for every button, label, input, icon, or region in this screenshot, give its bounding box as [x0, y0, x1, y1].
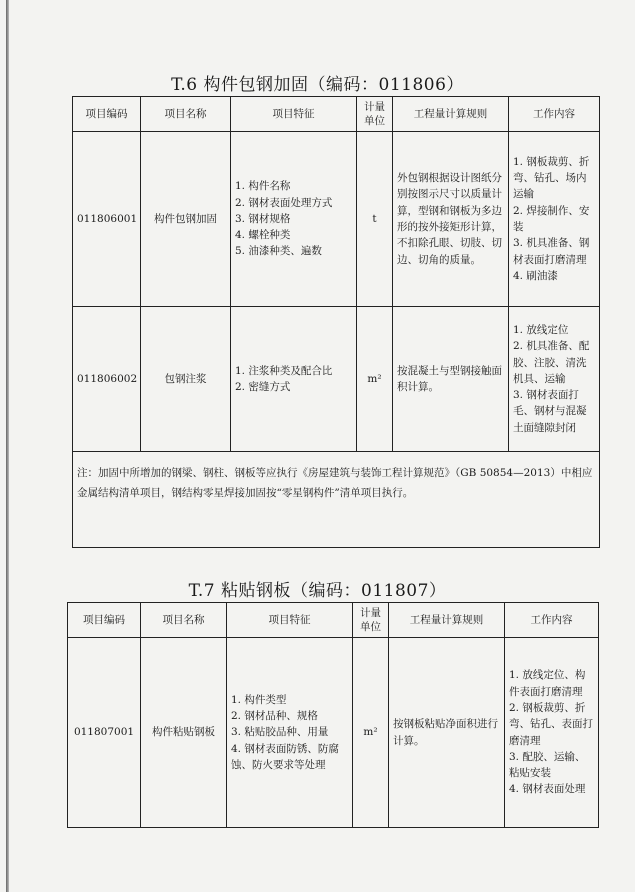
work-line: 2. 焊接制作、安装 — [513, 204, 590, 233]
item-features — [231, 132, 357, 307]
table-row — [73, 132, 600, 307]
header-rule: 工程量计算规则 — [393, 97, 509, 132]
feature-line: 1. 构件名称 — [235, 180, 291, 193]
work-line: 3. 配胶、运输、粘贴安装 — [509, 750, 586, 780]
feature-line: 3. 钢材规格 — [235, 212, 291, 225]
item-work — [509, 132, 600, 307]
work-line: 4. 刷油漆 — [513, 269, 558, 282]
header-unit: 计量 单位 — [357, 97, 393, 132]
item-name: 构件包钢加固 — [141, 132, 231, 307]
work-line: 1. 放线定位、构件表面打磨清理 — [509, 669, 586, 698]
section-t6-title: T.6 构件包钢加固（编码：011806） — [171, 75, 464, 95]
binding-edge — [6, 0, 9, 892]
feature-line: 3. 粘贴胶品种、用量 — [231, 726, 329, 739]
table-note: 注：加固中所增加的钢梁、钢柱、钢板等应执行《房屋建筑与装饰工程计算规范》（GB 50854—2013）中相应金属结构清单项目，钢结构零星焊接加固按“零星钢构件”清单项目执行。 — [73, 452, 600, 548]
item-name: 包钢注浆 — [141, 307, 231, 452]
item-rule: 按钢板粘贴净面积进行计算。 — [389, 638, 505, 828]
feature-line: 2. 钢材品种、规格 — [231, 710, 318, 723]
item-work — [509, 307, 600, 452]
section-t7-table — [67, 602, 599, 828]
header-features: 项目特征 — [231, 97, 357, 132]
item-work — [505, 638, 599, 828]
table-header-row — [73, 97, 600, 132]
header-name: 项目名称 — [141, 97, 231, 132]
work-line: 2. 钢板裁剪、折弯、钻孔、表面打磨清理 — [509, 701, 593, 747]
item-features — [231, 307, 357, 452]
work-line: 3. 钢材表面打毛、钢材与混凝土面缝隙封闭 — [513, 389, 587, 434]
work-line: 4. 钢材表面处理 — [509, 783, 586, 796]
item-unit: m² — [357, 307, 393, 452]
item-name: 构件粘贴钢板 — [141, 638, 227, 828]
item-code: 011806001 — [73, 132, 141, 307]
section-t6-table — [72, 96, 600, 548]
table-row — [73, 307, 600, 452]
header-unit: 计量 单位 — [353, 603, 389, 638]
feature-line: 2. 钢材表面处理方式 — [235, 196, 333, 209]
work-line: 1. 钢板裁剪、折弯、钻孔、场内运输 — [513, 155, 590, 201]
header-features: 项目特征 — [227, 603, 353, 638]
work-line: 2. 机具准备、配胶、注胶、清洗机具、运输 — [513, 340, 590, 385]
header-work: 工作内容 — [509, 97, 600, 132]
table-note-row — [73, 452, 600, 548]
item-code: 011807001 — [68, 638, 141, 828]
header-rule: 工程量计算规则 — [389, 603, 505, 638]
header-name: 项目名称 — [141, 603, 227, 638]
section-t7-title: T.7 粘贴钢板（编码：011807） — [188, 581, 447, 601]
header-work: 工作内容 — [505, 603, 599, 638]
item-unit: m² — [353, 638, 389, 828]
item-rule: 按混凝土与型钢接触面积计算。 — [393, 307, 509, 452]
feature-line: 5. 油漆种类、遍数 — [235, 245, 322, 258]
table-header-row — [68, 603, 599, 638]
feature-line: 2. 密缝方式 — [235, 381, 291, 393]
feature-line: 4. 钢材表面防锈、防腐蚀、防火要求等处理 — [231, 742, 339, 771]
feature-line: 4. 螺栓种类 — [235, 229, 291, 242]
item-code: 011806002 — [73, 307, 141, 452]
item-unit: t — [357, 132, 393, 307]
work-line: 3. 机具准备、钢材表面打磨清理 — [513, 237, 590, 266]
work-line: 1. 放线定位 — [513, 324, 569, 337]
header-code: 项目编码 — [73, 97, 141, 132]
table-row — [68, 638, 599, 828]
feature-line: 1. 构件类型 — [231, 693, 287, 706]
header-code: 项目编码 — [68, 603, 141, 638]
item-rule: 外包钢根据设计图纸分别按图示尺寸以质量计算，型钢和钢板为多边形的按外接矩形计算，不扣除孔眼、切肢、切边、切角的质量。 — [393, 132, 509, 307]
feature-line: 1. 注浆种类及配合比 — [235, 364, 333, 377]
item-features — [227, 638, 353, 828]
